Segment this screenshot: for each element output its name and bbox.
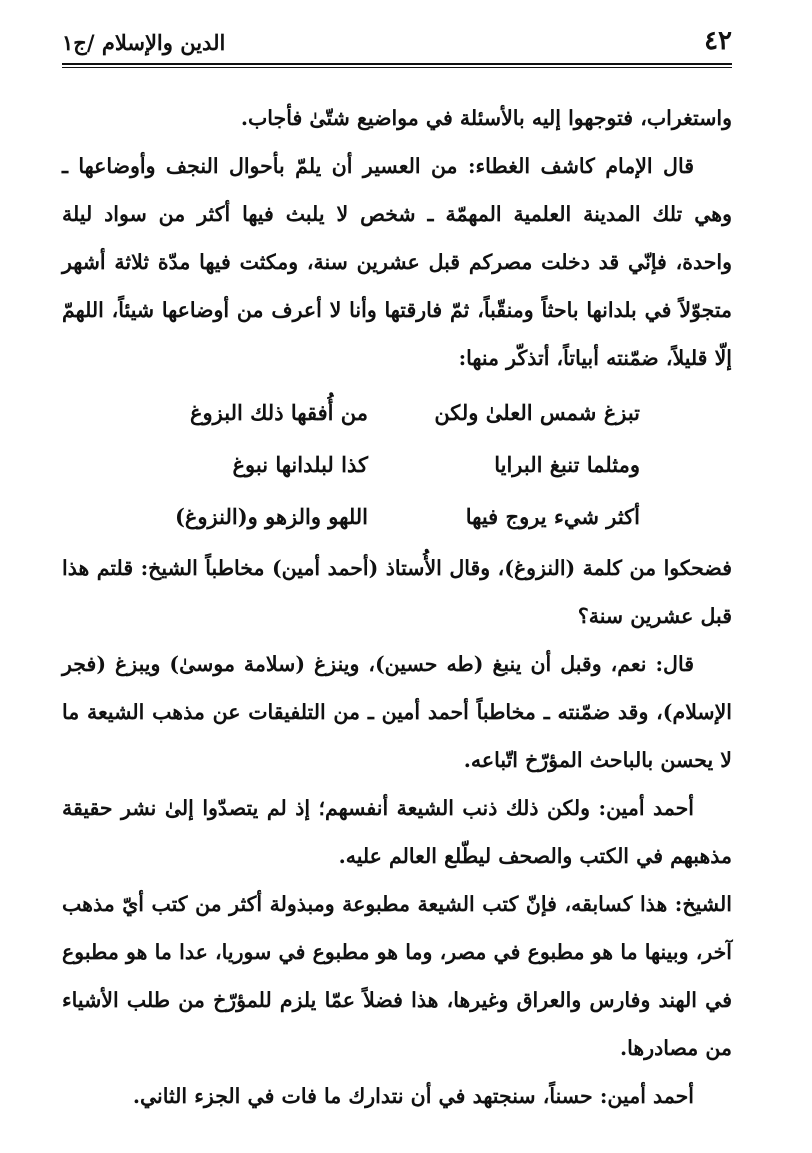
header-rule-thick bbox=[62, 63, 732, 65]
verse-line bbox=[62, 386, 732, 438]
header-rule-thin bbox=[62, 67, 732, 68]
paragraph-ahmad-amin-objection: أحمد أمين: ولكن ذلك ذنب الشيعة أنفسهم؛ إذ لم يتصدّوا إلىٰ نشر حقيقة مذهبهم في الكتب والصحف ليطّلع العالم عليه. bbox=[62, 796, 732, 868]
verse-second-hemistich: من أُفقها ذلك البزوغ bbox=[189, 399, 368, 425]
verse-first-hemistich: تبزغ شمس العلىٰ ولكن bbox=[434, 399, 640, 425]
page-header bbox=[62, 26, 732, 60]
paragraph-final-line: أحمد أمين: حسناً، سنجتهد في أن نتدارك ما فات في الجزء الثاني. bbox=[132, 1084, 694, 1108]
page-number: ٤٢ bbox=[704, 26, 732, 56]
verse-second-hemistich: اللهو والزهو و(النزوغ) bbox=[174, 503, 368, 529]
running-title: الدين والإسلام /ج١ bbox=[62, 30, 226, 55]
verse-second-hemistich: كذا لبلدانها نبوغ bbox=[232, 451, 368, 477]
poem bbox=[62, 386, 732, 542]
page-body bbox=[62, 94, 732, 1120]
paragraph-shaykh-reply: قال: نعم، وقبل أن ينبغ (طه حسين)، وينزغ (سلامة موسىٰ) ويبزغ (فجر الإسلام)، وقد ضمّنته ـ مخاطباً أحمد أمين ـ من التلفيقات عن مذهب الشيعة ما لا يحسن بالباحث المؤرّخ اتّباعه. bbox=[62, 652, 732, 772]
paragraph-continuation: واستغراب، فتوجهوا إليه بالأسئلة في مواضيع شتّىٰ فأجاب. bbox=[240, 106, 732, 130]
verse-line bbox=[62, 490, 732, 542]
verse-line bbox=[62, 438, 732, 490]
paragraph-shaykh-answer: الشيخ: هذا كسابقه، فإنّ كتب الشيعة مطبوعة ومبذولة أكثر من كتب أيّ مذهب آخر، وبينها ما هو مطبوع في مصر، وما هو مطبوع في سوريا، عدا ما هو مطبوع في الهند وفارس والعراق وغيرها، هذا فضلاً عمّا يلزم للمؤرّخ من طلب الأشياء من مصادرها. bbox=[62, 892, 732, 1060]
verse-first-hemistich: أكثر شيء يروج فيها bbox=[465, 503, 640, 529]
paragraph-kashif-al-ghita: قال الإمام كاشف الغطاء: من العسير أن يلمّ بأحوال النجف وأوضاعها ـ وهي تلك المدينة العلمية المهمّة ـ شخص لا يلبث فيها أكثر من سواد ليلة واحدة، فإنّي قد دخلت مصركم قبل عشرين سنة، ومكثت فيها مدّة ثلاثة أشهر متجوّلاً في بلدانها باحثاً ومنقّباً، ثمّ فارقتها وأنا لا أعرف من أوضاعها شيئاً، اللهمّ إلّا قليلاً، ضمّنته أبياتاً، أتذكّر منها: bbox=[62, 154, 732, 370]
verse-first-hemistich: ومثلما تنبغ البرايا bbox=[494, 451, 640, 477]
paragraph-ahmad-amin-question: فضحكوا من كلمة (النزوغ)، وقال الأُستاذ (أحمد أمين) مخاطباً الشيخ: قلتم هذا قبل عشرين سنة؟ bbox=[62, 556, 732, 628]
